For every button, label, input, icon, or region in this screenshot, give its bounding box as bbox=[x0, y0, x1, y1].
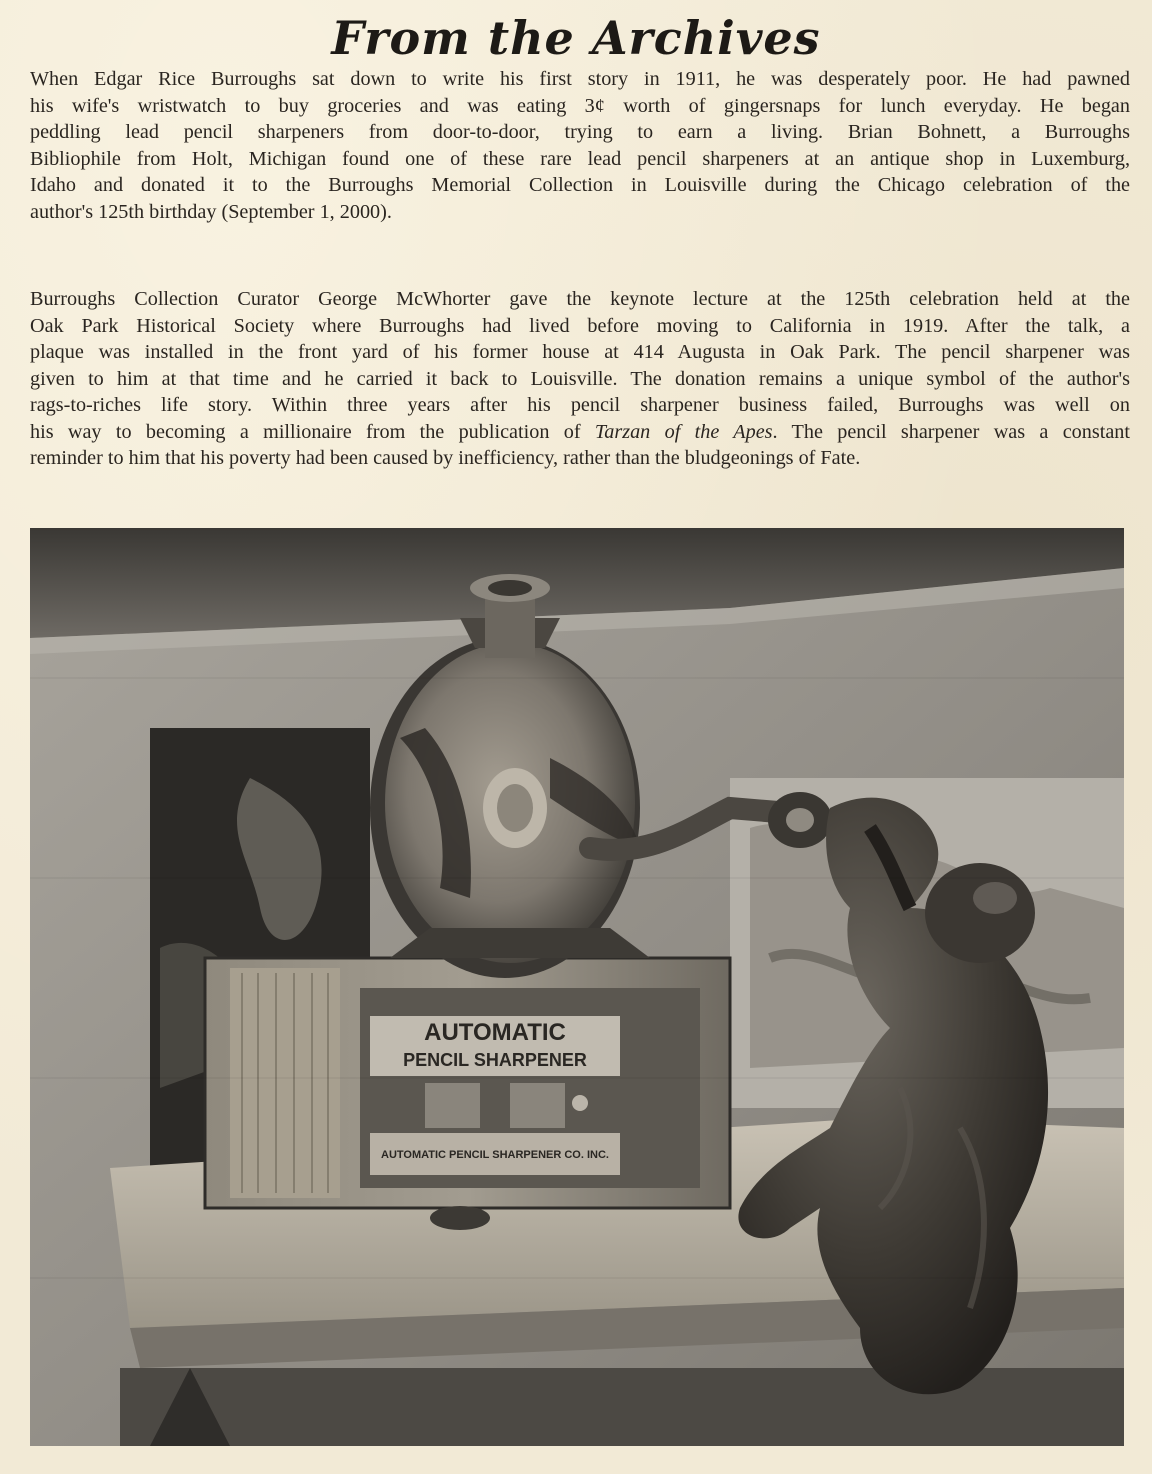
text-line: Idaho and donated it to the Burroughs Memorial Collection in Louisville during the Chicago celebration of the bbox=[30, 174, 1130, 196]
page-title: From the Archives bbox=[331, 11, 821, 65]
label-company: AUTOMATIC PENCIL SHARPENER CO. INC. bbox=[381, 1149, 609, 1161]
text-line-with-book-title bbox=[30, 419, 1130, 446]
text-line: plaque was installed in the front yard of his former house at 414 Augusta in Oak Park. The pencil sharpener was bbox=[30, 341, 1130, 363]
label-pencil-sharpener: PENCIL SHARPENER bbox=[403, 1050, 587, 1070]
sharpener-slot-left bbox=[425, 1083, 480, 1128]
text-line: Bibliophile from Holt, Michigan found one of these rare lead pencil sharpeners at an antique shop in Luxemburg, bbox=[30, 147, 1130, 170]
text-line: Burroughs Collection Curator George McWhorter gave the keynote lecture at the 125th celebration held at the bbox=[30, 288, 1130, 310]
pencil-sharpener-photo bbox=[30, 528, 1124, 1446]
photo-illustration bbox=[30, 528, 1124, 1446]
text-line: author's 125th birthday (September 1, 2000). bbox=[30, 200, 392, 223]
text-line: Oak Park Historical Society where Burroughs had lived before moving to California in 1919. After the talk, a bbox=[30, 314, 1130, 337]
label-automatic: AUTOMATIC bbox=[424, 1019, 566, 1046]
text-segment: . The pencil sharpener was a constant bbox=[772, 420, 1130, 443]
text-line: peddling lead pencil sharpeners from door-to-door, trying to earn a living. Brian Bohnett, a Burroughs bbox=[30, 121, 1130, 143]
text-segment: his way to becoming a millionaire from the publication of bbox=[30, 420, 595, 443]
text-line: reminder to him that his poverty had been caused by inefficiency, rather than the bludgeonings of Fate. bbox=[30, 447, 861, 469]
wood-side-panel bbox=[230, 968, 340, 1198]
text-line: rags-to-riches life story. Within three years after his pencil sharpener business failed, Burroughs was well on bbox=[30, 394, 1130, 416]
text-line: his wife's wristwatch to buy groceries and was eating 3¢ worth of gingersnaps for lunch everyday. He began bbox=[30, 94, 1130, 117]
sharpener-slot-right bbox=[510, 1083, 565, 1128]
text-line: When Edgar Rice Burroughs sat down to write his first story in 1911, he was desperately poor. He had pawned bbox=[30, 68, 1130, 90]
paragraph-donation bbox=[30, 286, 1130, 472]
book-title: Tarzan of the Apes bbox=[594, 420, 773, 443]
text-line: given to him at that time and he carried it back to Louisville. The donation remains a unique symbol of the author's bbox=[30, 367, 1130, 390]
paragraph-intro bbox=[30, 66, 1130, 225]
